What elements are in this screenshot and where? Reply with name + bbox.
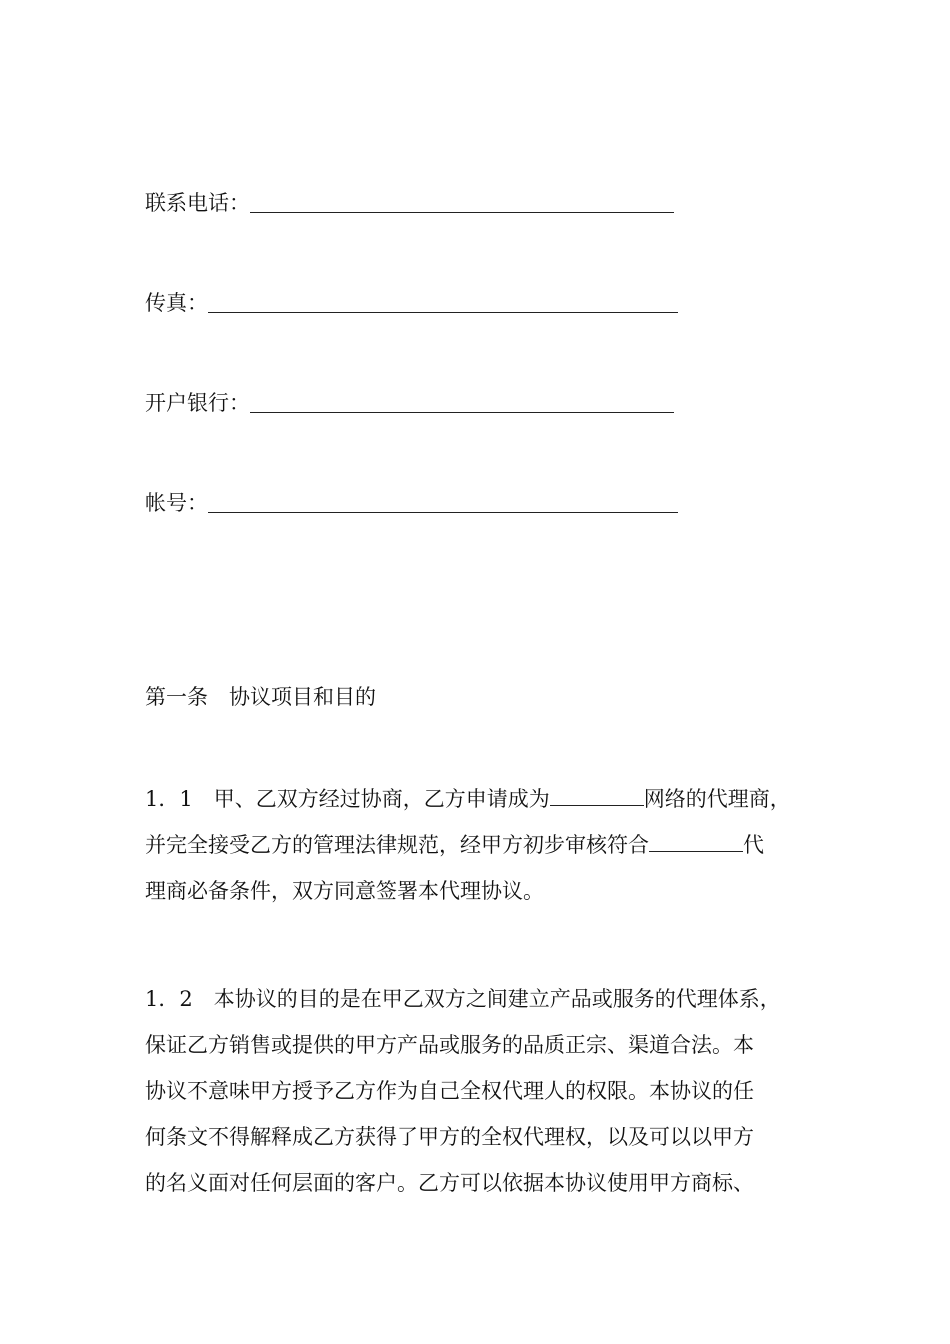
- account-field: [145, 488, 678, 518]
- bank-field: [145, 388, 674, 418]
- clause-1-1-line-3: 理商必备条件，双方同意签署本代理协议。: [145, 879, 544, 903]
- clause-1-1-line-2-text-b: 代: [743, 833, 764, 857]
- account-label: 帐号：: [145, 491, 208, 515]
- clause-1-2-line-5: 的名义面对任何层面的客户。乙方可以依据本协议使用甲方商标、: [145, 1171, 754, 1195]
- bank-label: 开户银行：: [145, 391, 250, 415]
- clause-1-1-line-1: [145, 784, 835, 830]
- clause-1-1-line-2: [145, 830, 835, 876]
- phone-label: 联系电话：: [145, 191, 250, 215]
- fax-blank-line[interactable]: [208, 290, 678, 313]
- bank-blank-line[interactable]: [250, 390, 674, 413]
- phone-field: [145, 188, 674, 218]
- clause-1-1-line-2-text-a: 并完全接受乙方的管理法律规范，经甲方初步审核符合: [145, 833, 649, 857]
- fax-label: 传真：: [145, 291, 208, 315]
- clause-1-1-line-1-text-b: 网络的代理商，: [643, 787, 791, 811]
- account-blank-line[interactable]: [208, 490, 678, 513]
- clause-1-2-line-2: 保证乙方销售或提供的甲方产品或服务的品质正宗、渠道合法。本: [145, 1033, 754, 1057]
- fax-field: [145, 288, 678, 318]
- phone-blank-line[interactable]: [250, 190, 674, 213]
- clause-1-2-line-3: 协议不意味甲方授予乙方作为自己全权代理人的权限。本协议的任: [145, 1079, 754, 1103]
- clause-1-2: [145, 984, 835, 1214]
- clause-1-2-line-1: 1．2 本协议的目的是在甲乙双方之间建立产品或服务的代理体系，: [145, 987, 781, 1011]
- clause-1-1: [145, 784, 835, 922]
- clause-1-2-line-4: 何条文不得解释成乙方获得了甲方的全权代理权，以及可以以甲方: [145, 1125, 754, 1149]
- agent-type-blank[interactable]: [649, 831, 743, 852]
- section-heading: 第一条 协议项目和目的: [145, 685, 376, 709]
- clause-1-1-line-1-text-a: 1．1 甲、乙双方经过协商，乙方申请成为: [145, 787, 550, 811]
- network-name-blank[interactable]: [550, 785, 644, 806]
